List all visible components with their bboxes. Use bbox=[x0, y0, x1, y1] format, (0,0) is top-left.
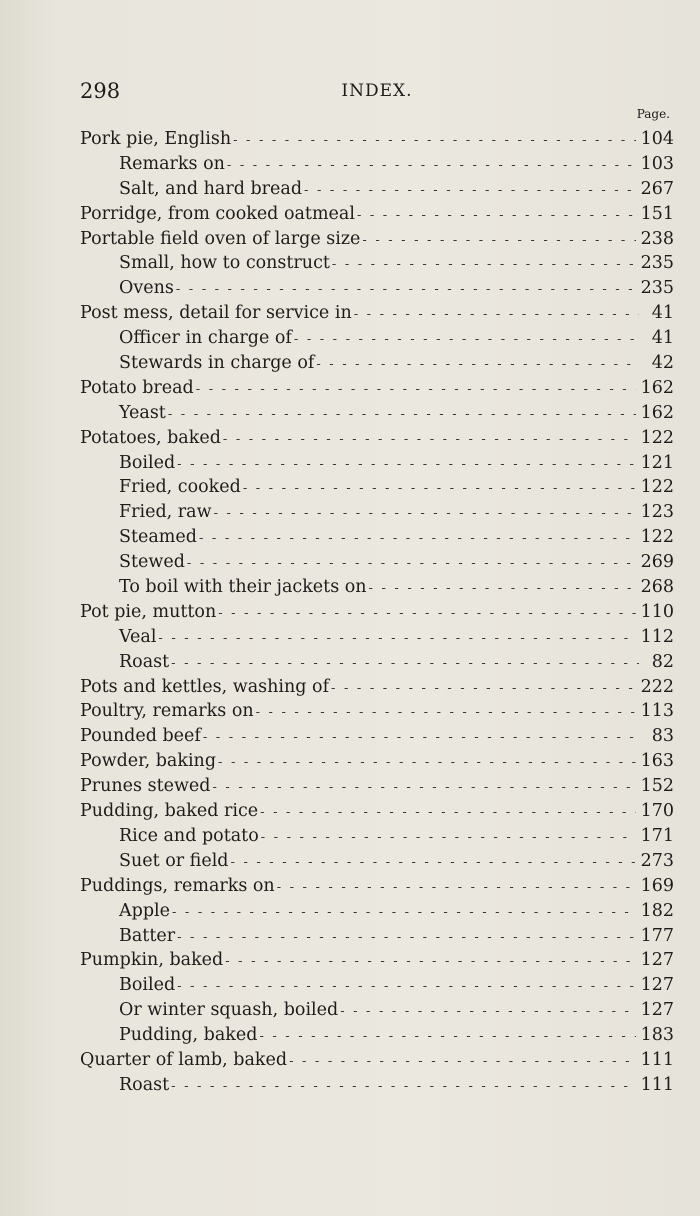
entry-page-number: 83 bbox=[651, 726, 674, 747]
entry-term: Rice and potato bbox=[119, 825, 259, 846]
page-number: 298 bbox=[80, 79, 121, 103]
entry-page-number: 110 bbox=[640, 601, 674, 622]
entry-term: Pudding, baked rice bbox=[80, 801, 259, 822]
index-entries bbox=[80, 127, 674, 1098]
dot-leader bbox=[289, 1050, 636, 1075]
index-subentry bbox=[80, 451, 674, 476]
entry-term: Apple bbox=[119, 900, 170, 921]
entry-term: Pudding, baked bbox=[119, 1025, 258, 1046]
entry-page-number: 162 bbox=[640, 402, 674, 423]
dot-leader bbox=[233, 129, 635, 154]
entry-term: Steamed bbox=[119, 527, 197, 548]
index-subentry bbox=[80, 500, 674, 525]
entry-page-number: 183 bbox=[640, 1025, 674, 1046]
dot-leader bbox=[218, 602, 635, 627]
entry-page-number: 152 bbox=[640, 776, 674, 797]
entry-term: Porridge, from cooked oatmeal bbox=[80, 203, 355, 224]
index-entry bbox=[80, 724, 674, 749]
entry-term: Fried, cooked bbox=[119, 477, 241, 498]
index-subentry bbox=[80, 525, 674, 550]
entry-term: Veal bbox=[119, 626, 157, 647]
dot-leader bbox=[259, 1025, 635, 1050]
entry-term: Yeast bbox=[119, 402, 166, 423]
index-entry bbox=[80, 376, 674, 401]
entry-term: Potato bread bbox=[80, 377, 194, 398]
entry-term: Poultry, remarks on bbox=[80, 701, 254, 722]
index-entry bbox=[80, 948, 674, 973]
entry-term: Pumpkin, baked bbox=[80, 950, 224, 971]
index-subentry bbox=[80, 625, 674, 650]
index-subentry bbox=[80, 251, 674, 276]
dot-leader bbox=[340, 1000, 635, 1025]
entry-term: Portable field oven of large size bbox=[80, 228, 361, 249]
index-subentry bbox=[80, 550, 674, 575]
dot-leader bbox=[243, 477, 636, 502]
index-subentry bbox=[80, 998, 674, 1023]
dot-leader bbox=[177, 926, 636, 951]
dot-leader bbox=[260, 801, 635, 826]
index-entry bbox=[80, 874, 674, 899]
entry-page-number: 169 bbox=[640, 875, 674, 896]
entry-page-number: 112 bbox=[640, 626, 674, 647]
entry-term: Remarks on bbox=[119, 153, 225, 174]
index-subentry bbox=[80, 475, 674, 500]
index-subentry bbox=[80, 351, 674, 376]
entry-page-number: 122 bbox=[640, 427, 674, 448]
entry-page-number: 163 bbox=[640, 751, 674, 772]
dot-leader bbox=[331, 677, 636, 702]
dot-leader bbox=[354, 303, 639, 328]
entry-term: Boiled bbox=[119, 975, 176, 996]
entry-page-number: 122 bbox=[640, 477, 674, 498]
dot-leader bbox=[225, 950, 635, 975]
index-subentry bbox=[80, 650, 674, 675]
page-column-label: Page. bbox=[636, 107, 670, 121]
dot-leader bbox=[316, 353, 639, 378]
page-title: INDEX. bbox=[341, 81, 413, 101]
index-entry bbox=[80, 426, 674, 451]
dot-leader bbox=[187, 552, 636, 577]
entry-term: Potatoes, baked bbox=[80, 427, 221, 448]
page-header bbox=[80, 78, 674, 104]
entry-page-number: 123 bbox=[640, 502, 674, 523]
dot-leader bbox=[171, 652, 639, 677]
dot-leader bbox=[199, 527, 636, 552]
dot-leader bbox=[369, 577, 636, 602]
index-entry bbox=[80, 227, 674, 252]
dot-leader bbox=[223, 428, 636, 453]
index-subentry bbox=[80, 152, 674, 177]
entry-page-number: 171 bbox=[640, 825, 674, 846]
entry-page-number: 170 bbox=[640, 801, 674, 822]
entry-term: Boiled bbox=[119, 452, 176, 473]
dot-leader bbox=[214, 502, 636, 527]
entry-page-number: 113 bbox=[640, 701, 674, 722]
dot-leader bbox=[177, 975, 635, 1000]
index-subentry bbox=[80, 849, 674, 874]
index-entry bbox=[80, 749, 674, 774]
index-subentry bbox=[80, 973, 674, 998]
entry-term: Suet or field bbox=[119, 850, 229, 871]
entry-page-number: 111 bbox=[640, 1074, 674, 1095]
index-entry bbox=[80, 600, 674, 625]
entry-page-number: 273 bbox=[640, 850, 674, 871]
entry-page-number: 41 bbox=[651, 328, 674, 349]
index-subentry bbox=[80, 1023, 674, 1048]
dot-leader bbox=[172, 901, 636, 926]
dot-leader bbox=[227, 154, 636, 179]
entry-page-number: 42 bbox=[651, 353, 674, 374]
entry-term: Or winter squash, boiled bbox=[119, 1000, 339, 1021]
entry-term: Powder, baking bbox=[80, 751, 217, 772]
index-subentry bbox=[80, 276, 674, 301]
dot-leader bbox=[256, 701, 636, 726]
entry-term: Puddings, remarks on bbox=[80, 875, 275, 896]
entry-page-number: 127 bbox=[640, 950, 674, 971]
entry-page-number: 127 bbox=[640, 975, 674, 996]
entry-page-number: 127 bbox=[640, 1000, 674, 1021]
entry-term: Officer in charge of bbox=[119, 328, 292, 349]
dot-leader bbox=[231, 851, 636, 876]
dot-leader bbox=[203, 726, 639, 751]
index-subentry bbox=[80, 575, 674, 600]
dot-leader bbox=[176, 278, 636, 303]
entry-page-number: 103 bbox=[640, 153, 674, 174]
dot-leader bbox=[277, 876, 636, 901]
dot-leader bbox=[294, 328, 639, 353]
entry-term: Pounded beef bbox=[80, 726, 201, 747]
index-entry bbox=[80, 202, 674, 227]
entry-term: Fried, raw bbox=[119, 502, 212, 523]
entry-term: Post mess, detail for service in bbox=[80, 303, 352, 324]
entry-page-number: 182 bbox=[640, 900, 674, 921]
entry-page-number: 111 bbox=[640, 1049, 674, 1070]
dot-leader bbox=[196, 378, 636, 403]
entry-page-number: 235 bbox=[640, 278, 674, 299]
index-entry bbox=[80, 699, 674, 724]
dot-leader bbox=[213, 776, 636, 801]
index-subentry bbox=[80, 1073, 674, 1098]
index-subentry bbox=[80, 899, 674, 924]
dot-leader bbox=[177, 453, 635, 478]
entry-term: Small, how to construct bbox=[119, 253, 330, 274]
entry-page-number: 268 bbox=[640, 577, 674, 598]
dot-leader bbox=[218, 751, 636, 776]
entry-term: Pots and kettles, washing of bbox=[80, 676, 330, 697]
dot-leader bbox=[168, 403, 636, 428]
dot-leader bbox=[357, 204, 636, 229]
index-subentry bbox=[80, 401, 674, 426]
entry-term: Ovens bbox=[119, 278, 174, 299]
index-entry bbox=[80, 1048, 674, 1073]
entry-page-number: 238 bbox=[640, 228, 674, 249]
entry-page-number: 267 bbox=[640, 178, 674, 199]
entry-page-number: 122 bbox=[640, 527, 674, 548]
dot-leader bbox=[171, 1075, 635, 1100]
entry-term: Stewed bbox=[119, 552, 185, 573]
dot-leader bbox=[304, 179, 636, 204]
entry-page-number: 269 bbox=[640, 552, 674, 573]
entry-term: Pot pie, mutton bbox=[80, 601, 217, 622]
entry-page-number: 104 bbox=[640, 129, 674, 149]
entry-term: Pork pie, English bbox=[80, 129, 232, 149]
index-entry bbox=[80, 127, 674, 152]
entry-term: To boil with their jackets on bbox=[119, 577, 367, 598]
index-subentry bbox=[80, 924, 674, 949]
entry-page-number: 235 bbox=[640, 253, 674, 274]
index-subentry bbox=[80, 326, 674, 351]
entry-page-number: 121 bbox=[640, 452, 674, 473]
index-subentry bbox=[80, 177, 674, 202]
entry-page-number: 162 bbox=[640, 377, 674, 398]
index-entry bbox=[80, 301, 674, 326]
index-entry bbox=[80, 774, 674, 799]
index-entry bbox=[80, 799, 674, 824]
entry-term: Roast bbox=[119, 651, 170, 672]
entry-page-number: 151 bbox=[640, 203, 674, 224]
entry-page-number: 41 bbox=[651, 303, 674, 324]
entry-term: Roast bbox=[119, 1074, 170, 1095]
dot-leader bbox=[158, 627, 635, 652]
dot-leader bbox=[362, 229, 635, 254]
entry-term: Salt, and hard bread bbox=[119, 178, 303, 199]
entry-page-number: 177 bbox=[640, 925, 674, 946]
index-subentry bbox=[80, 824, 674, 849]
entry-term: Batter bbox=[119, 925, 176, 946]
entry-term: Stewards in charge of bbox=[119, 353, 315, 374]
entry-term: Quarter of lamb, baked bbox=[80, 1049, 288, 1070]
index-entry bbox=[80, 675, 674, 700]
entry-page-number: 222 bbox=[640, 676, 674, 697]
dot-leader bbox=[261, 826, 636, 851]
entry-term: Prunes stewed bbox=[80, 776, 211, 797]
entry-page-number: 82 bbox=[651, 651, 674, 672]
dot-leader bbox=[332, 253, 636, 278]
